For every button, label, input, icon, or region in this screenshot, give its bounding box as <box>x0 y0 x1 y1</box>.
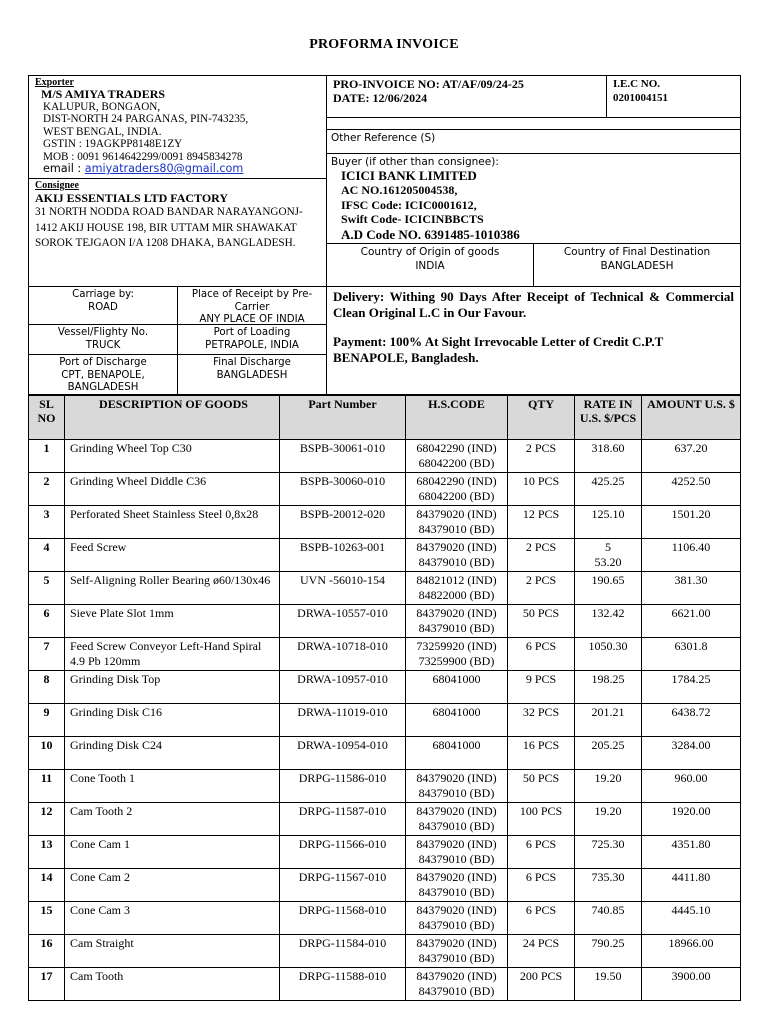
hs-code-line: 84379010 (BD) <box>418 983 495 998</box>
cell-description: Sieve Plate Slot 1mm <box>65 605 280 638</box>
cell-hs-code <box>406 836 508 869</box>
cell-amount: 1501.20 <box>642 506 741 539</box>
table-row <box>29 704 741 737</box>
hs-code-line: 84379020 (IND) <box>416 507 497 521</box>
transport-grid-row <box>29 325 326 355</box>
cell-rate: 790.25 <box>575 935 642 968</box>
hs-code-line: 68042200 (BD) <box>418 488 495 503</box>
cell-sl: 13 <box>29 836 65 869</box>
cell-qty: 2 PCS <box>508 539 575 572</box>
cell-sl: 8 <box>29 671 65 704</box>
cell-sl: 5 <box>29 572 65 605</box>
final-discharge-value: BANGLADESH <box>216 369 288 381</box>
iec-label: I.E.C NO. <box>613 78 661 90</box>
buyer-swift: Swift Code- ICICINBBCTS <box>341 212 484 226</box>
cell-amount: 6438.72 <box>642 704 741 737</box>
hs-code-line: 84379020 (IND) <box>416 771 497 785</box>
cell-description: Feed Screw Conveyor Left-Hand Spiral 4.9 Pb 120mm <box>65 638 280 671</box>
invoice-number-row <box>327 76 740 118</box>
rate-line: 5 <box>605 540 611 554</box>
consignee-label: Consignee <box>35 180 79 191</box>
cell-rate: 19.20 <box>575 770 642 803</box>
cell-rate: 740.85 <box>575 902 642 935</box>
table-row <box>29 638 741 671</box>
table-row <box>29 968 741 1001</box>
invoice-info-column <box>327 76 740 286</box>
cell-part-number: DRWA-10557-010 <box>280 605 406 638</box>
cell-part-number: BSPB-10263-001 <box>280 539 406 572</box>
header-hs-code: H.S.CODE <box>406 396 508 440</box>
cell-amount: 3900.00 <box>642 968 741 1001</box>
consignee-address-line: 31 NORTH NODDA ROAD BANDAR NARAYANGONJ- <box>35 206 303 218</box>
table-row <box>29 770 741 803</box>
cell-description: Cam Tooth 2 <box>65 803 280 836</box>
hs-code-line: 68042290 (IND) <box>416 441 497 455</box>
exporter-gstin: GSTIN : 19AGKPP8148E1ZY <box>43 138 183 151</box>
cell-sl: 14 <box>29 869 65 902</box>
cell-qty: 16 PCS <box>508 737 575 770</box>
cell-rate: 735.30 <box>575 869 642 902</box>
receipt-cell <box>178 287 326 324</box>
hs-code-line: 84379010 (BD) <box>418 818 495 833</box>
cell-hs-code <box>406 572 508 605</box>
cell-amount: 6301.8 <box>642 638 741 671</box>
hs-code-line: 73259900 (BD) <box>418 653 495 668</box>
hs-code-line: 84379010 (BD) <box>418 884 495 899</box>
cell-part-number: DRPG-11586-010 <box>280 770 406 803</box>
cell-sl: 3 <box>29 506 65 539</box>
table-row <box>29 935 741 968</box>
hs-code-line: 84379020 (IND) <box>416 804 497 818</box>
transport-row <box>29 287 740 394</box>
receipt-label: Place of Receipt by Pre-Carrier <box>191 289 313 313</box>
cell-amount: 381.30 <box>642 572 741 605</box>
cell-rate: 19.50 <box>575 968 642 1001</box>
cell-qty: 6 PCS <box>508 869 575 902</box>
cell-rate: 1050.30 <box>575 638 642 671</box>
table-row <box>29 803 741 836</box>
hs-code-line: 84379020 (IND) <box>416 870 497 884</box>
origin-country: INDIA <box>415 260 445 272</box>
cell-qty: 2 PCS <box>508 572 575 605</box>
table-row <box>29 572 741 605</box>
cell-hs-code <box>406 473 508 506</box>
hs-code-line: 84379010 (BD) <box>418 917 495 932</box>
cell-rate: 125.10 <box>575 506 642 539</box>
destination-country-cell <box>534 244 740 286</box>
cell-rate: 132.42 <box>575 605 642 638</box>
final-discharge-label: Final Discharge <box>213 357 291 368</box>
receipt-value: ANY PLACE OF INDIA <box>199 314 305 325</box>
invoice-header-sheet <box>28 75 741 395</box>
cell-sl: 15 <box>29 902 65 935</box>
cell-sl: 7 <box>29 638 65 671</box>
invoice-number-cell <box>327 76 607 117</box>
cell-description: Feed Screw <box>65 539 280 572</box>
buyer-ad-code: A.D Code NO. 6391485-1010386 <box>341 226 520 242</box>
cell-sl: 10 <box>29 737 65 770</box>
table-row <box>29 506 741 539</box>
cell-qty: 32 PCS <box>508 704 575 737</box>
header-sl: SL NO <box>29 396 65 440</box>
invoice-date: DATE: 12/06/2024 <box>333 91 428 105</box>
vessel-cell <box>29 325 178 354</box>
cell-qty: 50 PCS <box>508 605 575 638</box>
cell-description: Cone Cam 3 <box>65 902 280 935</box>
hs-code-line: 84379020 (IND) <box>416 606 497 620</box>
cell-hs-code <box>406 704 508 737</box>
email-label: email : <box>43 162 85 176</box>
cell-sl: 11 <box>29 770 65 803</box>
cell-rate: 201.21 <box>575 704 642 737</box>
cell-amount: 4445.10 <box>642 902 741 935</box>
cell-part-number: UVN -56010-154 <box>280 572 406 605</box>
discharge-label: Port of Discharge <box>59 357 147 368</box>
hs-code-line: 84379010 (BD) <box>418 554 495 569</box>
transport-grid-row <box>29 355 326 394</box>
header-qty: QTY <box>508 396 575 440</box>
hs-code-line: 84379010 (BD) <box>418 521 495 536</box>
cell-sl: 17 <box>29 968 65 1001</box>
cell-description: Perforated Sheet Stainless Steel 0,8x28 <box>65 506 280 539</box>
hs-code-line: 68041000 <box>432 705 481 719</box>
cell-sl: 9 <box>29 704 65 737</box>
cell-sl: 2 <box>29 473 65 506</box>
loading-label: Port of Loading <box>213 327 291 338</box>
cell-hs-code <box>406 539 508 572</box>
cell-part-number: DRWA-11019-010 <box>280 704 406 737</box>
cell-amount: 1106.40 <box>642 539 741 572</box>
exporter-name: M/S AMIYA TRADERS <box>41 87 166 101</box>
table-row <box>29 473 741 506</box>
cell-qty: 9 PCS <box>508 671 575 704</box>
blank-row <box>327 118 740 130</box>
cell-amount: 6621.00 <box>642 605 741 638</box>
cell-qty: 50 PCS <box>508 770 575 803</box>
cell-part-number: DRWA-10954-010 <box>280 737 406 770</box>
cell-hs-code <box>406 803 508 836</box>
cell-qty: 6 PCS <box>508 902 575 935</box>
parties-column <box>29 76 327 286</box>
destination-country: BANGLADESH <box>600 260 674 272</box>
consignee-address-line: SOROK TEJGAON I/A 1208 DHAKA, BANGLADESH. <box>35 237 296 249</box>
cell-description: Cam Tooth <box>65 968 280 1001</box>
cell-rate <box>575 539 642 572</box>
buyer-block <box>327 154 740 244</box>
buyer-ifsc: IFSC Code: ICIC0001612, <box>341 197 477 212</box>
cell-part-number: BSPB-30060-010 <box>280 473 406 506</box>
cell-rate: 198.25 <box>575 671 642 704</box>
cell-hs-code <box>406 902 508 935</box>
exporter-address-line: DIST-NORTH 24 PARGANAS, PIN-743235, <box>43 113 249 126</box>
cell-part-number: DRWA-10957-010 <box>280 671 406 704</box>
header-rate: RATE IN U.S. $/PCS <box>575 396 642 440</box>
cell-qty: 24 PCS <box>508 935 575 968</box>
cell-qty: 6 PCS <box>508 836 575 869</box>
hs-code-line: 84379020 (IND) <box>416 969 497 983</box>
hs-code-line: 73259920 (IND) <box>416 639 497 653</box>
exporter-mobile: MOB : 0091 9614642299/0091 8945834278 <box>43 150 243 163</box>
cell-amount: 4252.50 <box>642 473 741 506</box>
terms-block <box>327 287 740 394</box>
header-row <box>29 76 740 287</box>
cell-amount: 960.00 <box>642 770 741 803</box>
cell-amount: 4351.80 <box>642 836 741 869</box>
final-discharge-cell <box>178 355 326 394</box>
cell-hs-code <box>406 737 508 770</box>
carriage-value: ROAD <box>88 301 118 313</box>
cell-amount: 637.20 <box>642 440 741 473</box>
document-title: PROFORMA INVOICE <box>309 37 459 52</box>
rate-line: 53.20 <box>594 554 622 569</box>
cell-description: Cone Tooth 1 <box>65 770 280 803</box>
cell-sl: 4 <box>29 539 65 572</box>
cell-hs-code <box>406 605 508 638</box>
cell-part-number: DRPG-11584-010 <box>280 935 406 968</box>
cell-part-number: BSPB-20012-020 <box>280 506 406 539</box>
iec-number: 0201004151 <box>613 92 668 104</box>
cell-sl: 12 <box>29 803 65 836</box>
cell-hs-code <box>406 968 508 1001</box>
cell-amount: 3284.00 <box>642 737 741 770</box>
cell-part-number: DRWA-10718-010 <box>280 638 406 671</box>
hs-code-line: 84379020 (IND) <box>416 837 497 851</box>
vessel-label: Vessel/Flighty No. <box>57 327 149 338</box>
cell-rate: 205.25 <box>575 737 642 770</box>
table-row <box>29 902 741 935</box>
cell-qty: 2 PCS <box>508 440 575 473</box>
goods-table-body <box>29 440 741 1001</box>
hs-code-line: 84379020 (IND) <box>416 540 497 554</box>
cell-part-number: DRPG-11566-010 <box>280 836 406 869</box>
cell-description: Grinding Disk C24 <box>65 737 280 770</box>
header-description: DESCRIPTION OF GOODS <box>65 396 280 440</box>
cell-sl: 16 <box>29 935 65 968</box>
exporter-address-line: KALUPUR, BONGAON, <box>43 101 161 113</box>
cell-description: Cam Straight <box>65 935 280 968</box>
table-row <box>29 836 741 869</box>
discharge-value: CPT, BENAPOLE, BANGLADESH <box>61 369 145 393</box>
cell-qty: 10 PCS <box>508 473 575 506</box>
exporter-address-line: WEST BENGAL, INDIA. <box>43 125 162 138</box>
other-reference: Other Reference (S) <box>327 130 740 154</box>
cell-description: Cone Cam 1 <box>65 836 280 869</box>
consignee-address-line: 1412 AKIJ HOUSE 198, BIR UTTAM MIR SHAWAKAT <box>35 221 297 234</box>
cell-hs-code <box>406 770 508 803</box>
buyer-label: Buyer (if other than consignee): <box>331 156 499 168</box>
cell-rate: 190.65 <box>575 572 642 605</box>
cell-qty: 100 PCS <box>508 803 575 836</box>
cell-description: Grinding Wheel Top C30 <box>65 440 280 473</box>
cell-hs-code <box>406 506 508 539</box>
discharge-cell <box>29 355 178 394</box>
carriage-label: Carriage by: <box>72 289 134 300</box>
cell-rate: 725.30 <box>575 836 642 869</box>
cell-hs-code <box>406 869 508 902</box>
loading-value: PETRAPOLE, INDIA <box>205 339 299 351</box>
cell-sl: 6 <box>29 605 65 638</box>
origin-country-cell <box>327 244 534 286</box>
loading-cell <box>178 325 326 354</box>
table-row <box>29 539 741 572</box>
cell-hs-code <box>406 671 508 704</box>
exporter-label: Exporter <box>35 77 74 88</box>
consignee-block <box>29 179 326 286</box>
cell-sl: 1 <box>29 440 65 473</box>
destination-label: Country of Final Destination <box>563 246 711 258</box>
vessel-value: TRUCK <box>85 339 121 351</box>
cell-description: Cone Cam 2 <box>65 869 280 902</box>
cell-part-number: DRPG-11588-010 <box>280 968 406 1001</box>
cell-hs-code <box>406 935 508 968</box>
hs-code-line: 84821012 (IND) <box>416 573 497 587</box>
cell-part-number: DRPG-11568-010 <box>280 902 406 935</box>
cell-amount: 1920.00 <box>642 803 741 836</box>
consignee-name: AKIJ ESSENTIALS LTD FACTORY <box>35 191 229 205</box>
buyer-bank-name: ICICI BANK LIMITED <box>341 168 477 183</box>
cell-rate: 318.60 <box>575 440 642 473</box>
hs-code-line: 84822000 (BD) <box>418 587 495 602</box>
transport-grid <box>29 287 327 394</box>
hs-code-line: 68042290 (IND) <box>416 474 497 488</box>
hs-code-line: 68042200 (BD) <box>418 455 495 470</box>
cell-qty: 6 PCS <box>508 638 575 671</box>
cell-description: Self-Aligning Roller Bearing ø60/130x46 <box>65 572 280 605</box>
invoice-number: PRO-INVOICE NO: AT/AF/09/24-25 <box>333 77 524 91</box>
table-row <box>29 440 741 473</box>
cell-qty: 200 PCS <box>508 968 575 1001</box>
cell-rate: 425.25 <box>575 473 642 506</box>
cell-hs-code <box>406 440 508 473</box>
table-row <box>29 869 741 902</box>
header-amount: AMOUNT U.S. $ <box>642 396 741 440</box>
carriage-cell <box>29 287 178 324</box>
hs-code-line: 84379010 (BD) <box>418 620 495 635</box>
cell-description: Grinding Wheel Diddle C36 <box>65 473 280 506</box>
hs-code-line: 84379020 (IND) <box>416 936 497 950</box>
cell-description: Grinding Disk Top <box>65 671 280 704</box>
hs-code-line: 84379010 (BD) <box>418 950 495 965</box>
country-row <box>327 244 740 286</box>
cell-amount: 18966.00 <box>642 935 741 968</box>
exporter-block <box>29 76 326 179</box>
goods-table <box>28 395 741 1001</box>
table-row <box>29 605 741 638</box>
delivery-terms: Delivery: Withing 90 Days After Receipt of Technical & Commercial Clean Original L.C in Our Favour. <box>333 289 734 320</box>
hs-code-line: 68041000 <box>432 738 481 752</box>
cell-hs-code <box>406 638 508 671</box>
origin-label: Country of Origin of goods <box>360 246 500 258</box>
cell-rate: 19.20 <box>575 803 642 836</box>
exporter-email-row <box>35 163 320 175</box>
table-row <box>29 737 741 770</box>
buyer-account: AC NO.161205004538, <box>341 183 458 197</box>
table-header-row <box>29 396 741 440</box>
header-part-number: Part Number <box>280 396 406 440</box>
cell-part-number: DRPG-11567-010 <box>280 869 406 902</box>
cell-part-number: DRPG-11587-010 <box>280 803 406 836</box>
cell-part-number: BSPB-30061-010 <box>280 440 406 473</box>
cell-description: Grinding Disk C16 <box>65 704 280 737</box>
hs-code-line: 84379020 (IND) <box>416 903 497 917</box>
table-row <box>29 671 741 704</box>
transport-grid-row <box>29 287 326 325</box>
iec-cell <box>607 76 740 117</box>
cell-amount: 1784.25 <box>642 671 741 704</box>
hs-code-line: 84379010 (BD) <box>418 785 495 800</box>
exporter-email-link[interactable]: amiyatraders80@gmail.com <box>84 162 244 176</box>
cell-amount: 4411.80 <box>642 869 741 902</box>
hs-code-line: 68041000 <box>432 672 481 686</box>
payment-terms: Payment: 100% At Sight Irrevocable Letter of Credit C.P.T BENAPOLE, Bangladesh. <box>333 334 664 365</box>
cell-qty: 12 PCS <box>508 506 575 539</box>
hs-code-line: 84379010 (BD) <box>418 851 495 866</box>
